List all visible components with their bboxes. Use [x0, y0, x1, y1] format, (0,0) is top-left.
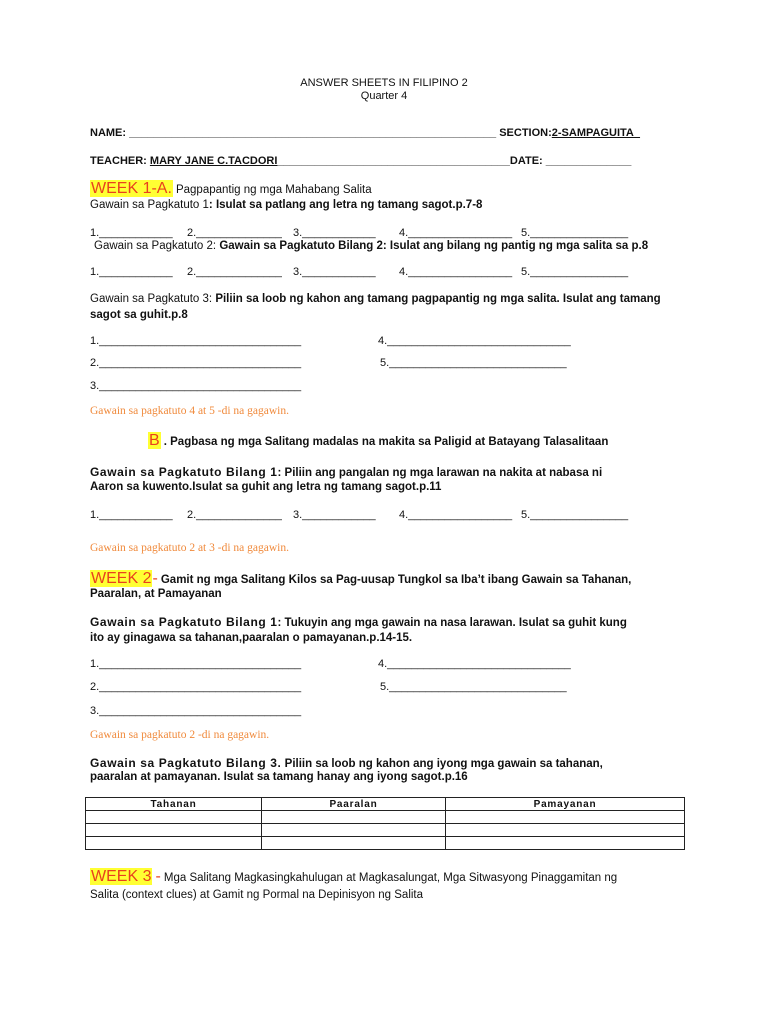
sheet-subtitle: Quarter 4 [360, 90, 408, 102]
table-cell[interactable] [86, 811, 262, 824]
week1-tag: WEEK 1-A. [91, 180, 172, 197]
activity-table [85, 797, 685, 850]
table-cell[interactable] [445, 824, 684, 837]
answer-blank[interactable]: 2._________________________________ [90, 357, 302, 369]
answer-blank[interactable]: 1.____________ [90, 509, 173, 521]
answer-blank[interactable]: 5.________________ [521, 227, 629, 239]
answer-blank[interactable]: 3.____________ [293, 509, 376, 521]
weekB-gawain1-text2: Aaron sa kuwento.Isulat sa guhit ang letra ng tamang sagot.p.11 [90, 481, 442, 493]
teacher-date-field[interactable]: ______________________________________DATE: ______________ [277, 155, 632, 167]
table-cell[interactable] [86, 824, 262, 837]
week1-gawain3-text: Piliin sa loob ng kahon ang tamang pagpapantig ng mga salita. Isulat ang tamang [215, 293, 661, 305]
weekB-gawain1-label: Gawain sa Pagkatuto Bilang 1 [90, 465, 278, 479]
week3-tag: WEEK 3 [91, 868, 152, 885]
table-cell[interactable] [445, 837, 684, 850]
answer-blank[interactable]: 5.________________ [521, 266, 629, 278]
week1-gawain1 [90, 199, 482, 211]
answer-blank[interactable]: 5._____________________________ [380, 357, 567, 369]
week1-gawain3-text2: sagot sa guhit.p.8 [90, 309, 188, 321]
table-cell[interactable] [86, 837, 262, 850]
answer-blank[interactable]: 1.____________ [90, 227, 173, 239]
table-row [86, 811, 685, 824]
answer-blank[interactable]: 3._________________________________ [90, 705, 302, 717]
week1-gawain3-label: Gawain sa Pagkatuto 3: [90, 293, 213, 305]
answer-blank[interactable]: 1._________________________________ [90, 658, 302, 670]
name-line [90, 127, 640, 139]
teacher-line [90, 155, 631, 167]
week2-gawain3-label: Gawain sa Pagkatuto Bilang 3. [90, 756, 282, 770]
weekB-note: Gawain sa pagkatuto 2 at 3 -di na gagawin. [90, 542, 289, 554]
week2-heading [90, 570, 631, 588]
sheet-title: ANSWER SHEETS IN FILIPINO 2 [300, 77, 468, 89]
answer-blank[interactable]: 4.______________________________ [378, 658, 571, 670]
week2-topic: Gamit ng mga Salitang Kilos sa Pag-uusap Tungkol sa Iba’t ibang Gawain sa Tahanan, [160, 574, 632, 586]
answer-blank[interactable]: 2.______________ [187, 266, 282, 278]
answer-blank[interactable]: 5._____________________________ [380, 681, 567, 693]
answer-blank[interactable]: 3._________________________________ [90, 380, 302, 392]
table-cell[interactable] [445, 811, 684, 824]
week2-gawain1-text2: ito ay ginagawa sa tahanan,paaralan o pamayanan.p.14-15. [90, 632, 413, 644]
week2-tag: WEEK 2 [91, 570, 152, 587]
table-header-paaralan: Paaralan [262, 798, 446, 811]
table-cell[interactable] [262, 837, 446, 850]
week3-heading [90, 868, 617, 886]
answer-blank[interactable]: 2.______________ [187, 509, 282, 521]
week1-gawain2-label: Gawain sa Pagkatuto 2: [94, 240, 217, 252]
answer-blank[interactable]: 2.______________ [187, 227, 282, 239]
answer-blank[interactable]: 3.____________ [293, 266, 376, 278]
weekB-gawain1-text: : Piliin ang pangalan ng mga larawan na nakita at nabasa ni [277, 467, 603, 479]
answer-blank[interactable]: 1._________________________________ [90, 335, 302, 347]
section-value: 2-SAMPAGUITA_ [551, 127, 640, 139]
answer-blank[interactable]: 1.____________ [90, 266, 173, 278]
answer-blank[interactable]: 4.______________________________ [378, 335, 571, 347]
table-row [86, 837, 685, 850]
answer-blank[interactable]: 5.________________ [521, 509, 629, 521]
teacher-value: MARY JANE C.TACDORI [149, 155, 278, 167]
weekB-gawain1 [90, 465, 602, 479]
week2-note: Gawain sa pagkatuto 2 -di na gagawin. [90, 729, 270, 741]
answer-blank[interactable]: 4._________________ [399, 509, 513, 521]
answer-blank[interactable]: 2._________________________________ [90, 681, 302, 693]
weekB-tag: B [149, 432, 160, 449]
week1-note: Gawain sa pagkatuto 4 at 5 -di na gagawin. [90, 405, 289, 417]
answer-blank[interactable]: 4._________________ [399, 266, 513, 278]
week2-gawain1 [90, 615, 627, 629]
week3-topic: Mga Salitang Magkasingkahulugan at Magkasalungat, Mga Sitwasyong Pinaggamitan ng [163, 872, 618, 884]
answer-blank[interactable]: 4._________________ [399, 227, 513, 239]
week1-topic: Pagpapantig ng mga Mahabang Salita [175, 184, 372, 196]
week1-gawain3 [90, 293, 661, 305]
teacher-label: TEACHER: [90, 155, 147, 167]
week2-gawain1-text: : Tukuyin ang mga gawain na nasa larawan. Isulat sa guhit kung [277, 617, 627, 629]
table-header-row [86, 798, 685, 811]
week3-dash: - [155, 868, 161, 885]
table-header-tahanan: Tahanan [86, 798, 262, 811]
weekB-heading [148, 432, 608, 450]
answer-blank[interactable]: 3.____________ [293, 227, 376, 239]
week2-gawain3 [90, 756, 603, 770]
week2-dash: - [152, 570, 158, 587]
table-cell[interactable] [262, 811, 446, 824]
table-header-pamayanan: Pamayanan [445, 798, 684, 811]
week1-gawain1-label: Gawain sa Pagkatuto 1 [90, 199, 209, 211]
week2-gawain3-text: Piliin sa loob ng kahon ang iyong mga gawain sa tahanan, [284, 758, 603, 770]
week1-gawain2 [94, 240, 648, 252]
week1-heading [90, 180, 372, 198]
week1-gawain2-text: Gawain sa Pagkatuto Bilang 2: Isulat ang bilang ng pantig ng mga salita sa p.8 [219, 240, 649, 252]
week1-gawain1-text: : Isulat sa patlang ang letra ng tamang sagot.p.7-8 [208, 199, 483, 211]
name-field-label[interactable]: NAME: ____________________________________________________________ SECTION: [90, 127, 552, 139]
week2-gawain3-text2: paaralan at pamayanan. Isulat sa tamang hanay ang iyong sagot.p.16 [90, 771, 468, 783]
week2-topic2: Paaralan, at Pamayanan [90, 588, 222, 600]
week2-gawain1-label: Gawain sa Pagkatuto Bilang 1 [90, 615, 278, 629]
table-cell[interactable] [262, 824, 446, 837]
table-row [86, 824, 685, 837]
week3-topic2: Salita (context clues) at Gamit ng Pormal na Depinisyon ng Salita [90, 889, 424, 901]
weekB-topic: . Pagbasa ng mga Salitang madalas na makita sa Paligid at Batayang Talasalitaan [163, 436, 609, 448]
